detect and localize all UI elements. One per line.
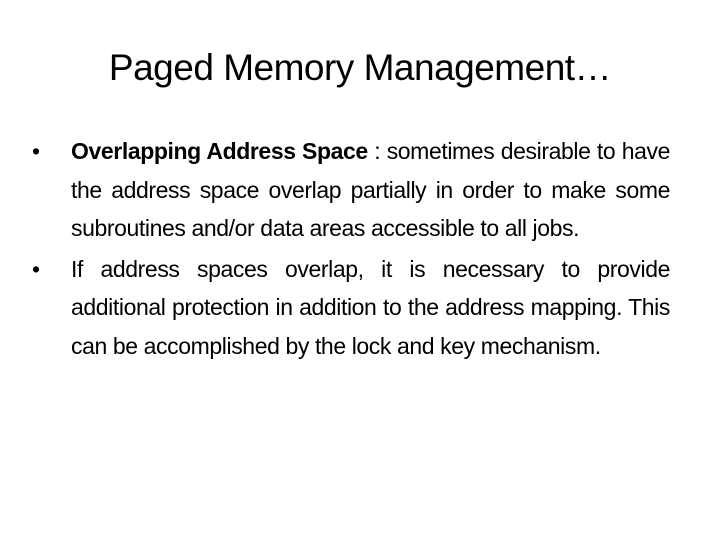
bullet-icon: • bbox=[32, 138, 40, 164]
bullet-term: Overlapping Address Space bbox=[71, 138, 368, 164]
slide-body bbox=[32, 132, 670, 367]
slide-title: Paged Memory Management… bbox=[108, 47, 612, 88]
bullet-icon: • bbox=[32, 255, 40, 282]
bullet-item bbox=[32, 250, 670, 366]
bullet-text: If address spaces overlap, it is necessary to provide additional protection in addition to the address mapping. This can be accomplished by the lock and key mechanism. bbox=[71, 255, 670, 359]
bullet-text: : sometimes desirable to have the address space overlap partially in order to make some subroutines and/or data areas accessible to all jobs. bbox=[71, 138, 670, 241]
bullet-item bbox=[32, 132, 670, 248]
